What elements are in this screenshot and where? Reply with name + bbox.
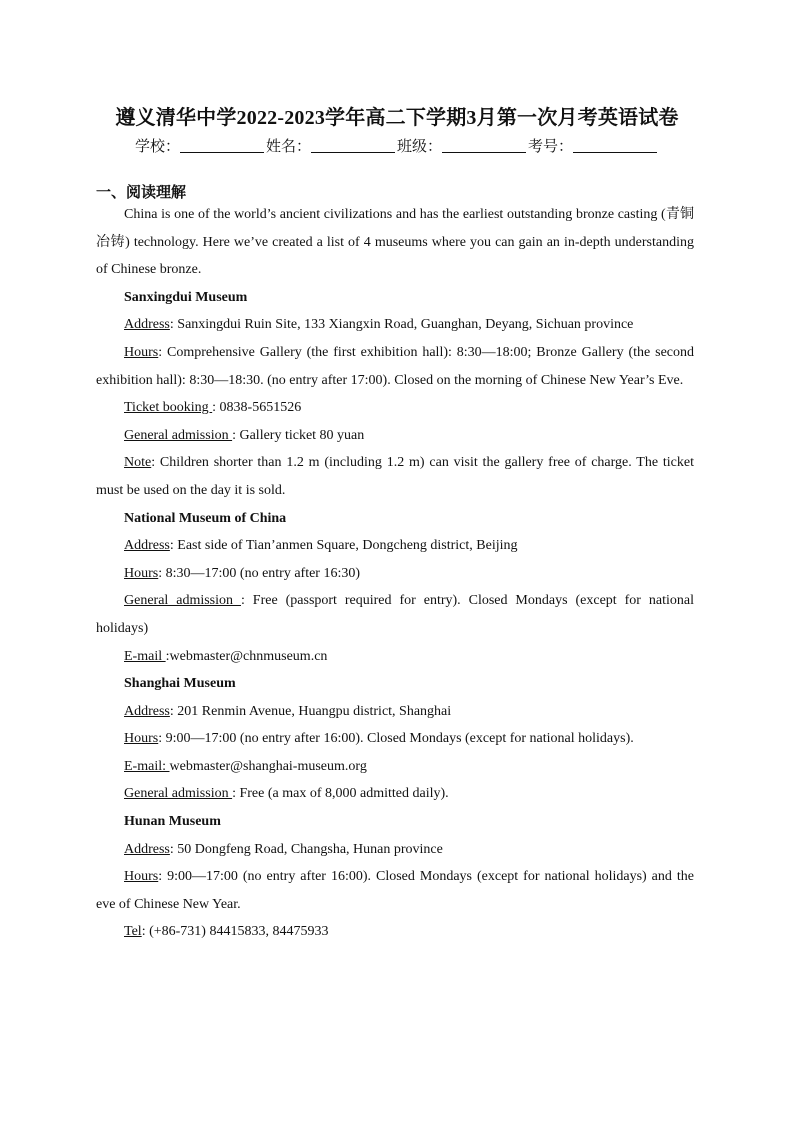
tel-value: : (+86-731) 84415833, 84475933 — [141, 924, 329, 940]
address-value: : 201 Renmin Avenue, Huangpu district, Shanghai — [169, 703, 452, 719]
name-blank[interactable] — [311, 138, 395, 153]
hours-label: Hours — [124, 565, 159, 581]
address-value: : East side of Tian’anmen Square, Dongcheng district, Beijing — [169, 538, 518, 554]
hours-label: Hours — [124, 344, 159, 360]
hours-label: Hours — [124, 869, 159, 885]
note-line — [96, 449, 694, 504]
note-label: Note — [124, 455, 152, 471]
hours-line — [96, 560, 694, 588]
hours-label: Hours — [124, 731, 159, 747]
ticket-label: Ticket booking — [124, 400, 213, 416]
hours-value: : 9:00—17:00 (no entry after 16:00). Closed Mondays (except for national holidays). — [158, 731, 634, 747]
reading-passage — [96, 201, 694, 946]
ticket-value: : 0838-5651526 — [212, 400, 302, 416]
address-value: : Sanxingdui Ruin Site, 133 Xiangxin Road, Guanghan, Deyang, Sichuan province — [169, 317, 634, 333]
student-info-line — [0, 135, 794, 156]
email-line — [96, 643, 694, 671]
note-value: : Children shorter than 1.2 m (including 1.2 m) can visit the gallery free of charge. The ticket must be used on the day it is sold. — [96, 455, 694, 498]
email-label: E-mail — [124, 648, 166, 664]
address-label: Address — [124, 703, 170, 719]
exam-number-label: 考号： — [528, 139, 574, 155]
section-title: 一、阅读理解 — [96, 185, 187, 201]
admission-line — [96, 422, 694, 450]
tel-label: Tel — [124, 924, 142, 940]
name-label: 姓名： — [265, 139, 311, 155]
hours-line — [96, 863, 694, 918]
admission-label: General admission — [124, 427, 233, 443]
class-label: 班级： — [397, 139, 443, 155]
class-blank[interactable] — [442, 138, 526, 153]
address-line — [96, 836, 694, 864]
admission-value: : Free (a max of 8,000 admitted daily). — [232, 786, 449, 802]
tel-line — [96, 918, 694, 946]
hours-value: : Comprehensive Gallery (the first exhibition hall): 8:30—18:00; Bronze Gallery (the second exhibition hall): 8:30—18:30. (no entry after 17:00). Closed on the morning of Chinese New Year’s Eve. — [96, 344, 694, 388]
school-blank[interactable] — [180, 138, 264, 153]
exam-title: 遵义清华中学2022-2023学年高二下学期3月第一次月考英语试卷 — [115, 107, 679, 129]
museum-name: Sanxingdui Museum — [124, 289, 248, 305]
hours-value: : 9:00—17:00 (no entry after 16:00). Closed Mondays (except for national holidays) and the eve of Chinese New Year. — [96, 869, 694, 912]
admission-line — [96, 587, 694, 642]
admission-value: : Gallery ticket 80 yuan — [232, 427, 365, 443]
museum-name: National Museum of China — [124, 510, 287, 526]
school-label: 学校： — [134, 139, 180, 155]
exam-number-blank[interactable] — [573, 138, 657, 153]
hours-line — [96, 725, 694, 753]
address-label: Address — [124, 538, 170, 554]
museum-name: Shanghai Museum — [124, 676, 236, 692]
address-line — [96, 311, 694, 339]
admission-value: : Free (passport required for entry). Closed Mondays (except for national holidays) — [96, 593, 694, 636]
address-value: : 50 Dongfeng Road, Changsha, Hunan province — [169, 841, 443, 857]
email-value: :webmaster@chnmuseum.cn — [165, 648, 328, 664]
museum-name: Hunan Museum — [124, 814, 221, 830]
address-line — [96, 532, 694, 560]
address-label: Address — [124, 317, 170, 333]
email-label: E-mail: — [124, 758, 170, 774]
admission-label: General admission — [124, 786, 233, 802]
email-line — [96, 753, 694, 781]
hours-value: : 8:30—17:00 (no entry after 16:30) — [158, 565, 361, 581]
intro-paragraph: China is one of the world’s ancient civilizations and has the earliest outstanding bronze casting (青铜冶铸) technology. Here we’ve created a list of 4 museums where you can gain an in-depth understanding of Chinese bronze. — [96, 207, 694, 278]
admission-line — [96, 780, 694, 808]
address-label: Address — [124, 841, 170, 857]
admission-label: General admission — [124, 593, 241, 609]
email-value: webmaster@shanghai-museum.org — [169, 758, 367, 774]
hours-line — [96, 339, 694, 394]
address-line — [96, 698, 694, 726]
ticket-line — [96, 394, 694, 422]
